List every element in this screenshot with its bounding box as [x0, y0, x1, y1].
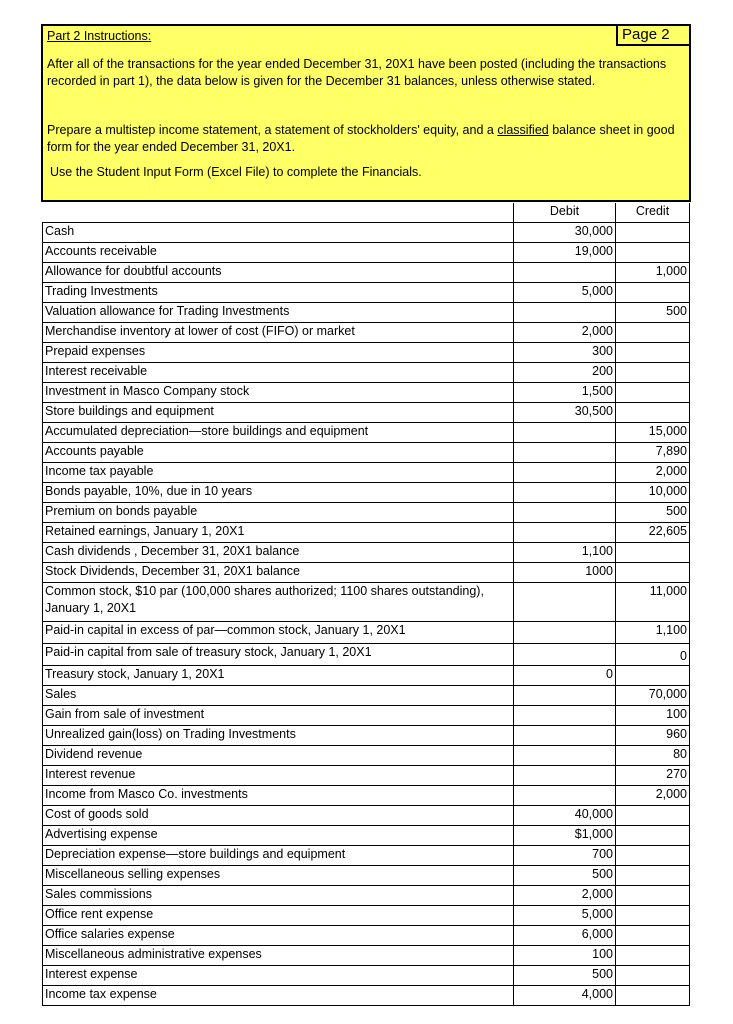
table-row — [43, 283, 690, 303]
account-name: Valuation allowance for Trading Investments — [43, 303, 514, 323]
account-name: Interest expense — [43, 966, 514, 986]
debit-amount: 2,000 — [514, 323, 616, 343]
table-row — [43, 926, 690, 946]
credit-amount: 500 — [616, 503, 690, 523]
table-header-row — [43, 203, 690, 223]
table-row — [43, 523, 690, 543]
credit-amount — [616, 926, 690, 946]
header-account-blank — [43, 203, 514, 223]
credit-amount — [616, 906, 690, 926]
debit-amount — [514, 726, 616, 746]
instructions-paragraph-1: After all of the transactions for the year ended December 31, 20X1 have been posted (including the transactions recorded in part 1), the data below is given for the December 31 balances, unless otherwise stated. — [47, 57, 667, 88]
debit-amount — [514, 706, 616, 726]
table-row — [43, 263, 690, 283]
credit-amount: 11,000 — [616, 583, 690, 622]
debit-amount — [514, 622, 616, 644]
table-row — [43, 666, 690, 686]
credit-amount: 80 — [616, 746, 690, 766]
credit-amount — [616, 886, 690, 906]
credit-amount: 10,000 — [616, 483, 690, 503]
account-name: Store buildings and equipment — [43, 403, 514, 423]
table-row — [43, 543, 690, 563]
debit-amount — [514, 583, 616, 622]
account-name: Merchandise inventory at lower of cost (FIFO) or market — [43, 323, 514, 343]
trial-balance-table — [42, 203, 690, 1006]
table-row — [43, 826, 690, 846]
credit-amount — [616, 403, 690, 423]
credit-amount — [616, 283, 690, 303]
table-row — [43, 906, 690, 926]
account-name: Bonds payable, 10%, due in 10 years — [43, 483, 514, 503]
table-row — [43, 886, 690, 906]
account-name: Cash — [43, 223, 514, 243]
credit-amount — [616, 383, 690, 403]
debit-amount: 30,500 — [514, 403, 616, 423]
table-row — [43, 223, 690, 243]
account-name: Accumulated depreciation—store buildings and equipment — [43, 423, 514, 443]
credit-amount — [616, 563, 690, 583]
credit-amount — [616, 363, 690, 383]
debit-amount: 1000 — [514, 563, 616, 583]
table-row — [43, 846, 690, 866]
debit-amount: 200 — [514, 363, 616, 383]
credit-amount — [616, 986, 690, 1006]
credit-amount — [616, 543, 690, 563]
page-label: Page 2 — [616, 24, 691, 46]
account-name: Prepaid expenses — [43, 343, 514, 363]
table-row — [43, 463, 690, 483]
paragraph-2-text: Prepare a multistep income statement, a statement of stockholders' equity, and a — [47, 123, 498, 137]
credit-amount — [616, 966, 690, 986]
account-name: Office salaries expense — [43, 926, 514, 946]
account-name: Interest revenue — [43, 766, 514, 786]
account-name: Miscellaneous administrative expenses — [43, 946, 514, 966]
debit-amount: 300 — [514, 343, 616, 363]
account-name: Income tax payable — [43, 463, 514, 483]
table-row — [43, 866, 690, 886]
account-name: Income from Masco Co. investments — [43, 786, 514, 806]
account-name: Unrealized gain(loss) on Trading Investments — [43, 726, 514, 746]
account-name: Investment in Masco Company stock — [43, 383, 514, 403]
credit-amount — [616, 826, 690, 846]
classified-emphasis: classified — [497, 123, 549, 137]
debit-amount — [514, 786, 616, 806]
table-row — [43, 966, 690, 986]
credit-amount: 2,000 — [616, 786, 690, 806]
debit-amount: 0 — [514, 666, 616, 686]
debit-amount: 100 — [514, 946, 616, 966]
account-name: Paid-in capital in excess of par—common stock, January 1, 20X1 — [43, 622, 514, 644]
debit-amount: $1,000 — [514, 826, 616, 846]
table-row — [43, 363, 690, 383]
debit-amount — [514, 463, 616, 483]
debit-amount — [514, 523, 616, 543]
account-name: Gain from sale of investment — [43, 706, 514, 726]
credit-amount: 100 — [616, 706, 690, 726]
credit-amount: 270 — [616, 766, 690, 786]
debit-amount — [514, 766, 616, 786]
credit-amount: 7,890 — [616, 443, 690, 463]
table-row — [43, 403, 690, 423]
account-name: Paid-in capital from sale of treasury stock, January 1, 20X1 — [43, 644, 514, 666]
debit-amount: 30,000 — [514, 223, 616, 243]
table-row — [43, 503, 690, 523]
paragraph-2-text-end: balance sheet in good form for the year ended December 31, 20X1. — [47, 123, 675, 154]
debit-amount: 1,500 — [514, 383, 616, 403]
credit-amount: 2,000 — [616, 463, 690, 483]
account-name: Sales commissions — [43, 886, 514, 906]
table-row — [43, 766, 690, 786]
credit-amount: 960 — [616, 726, 690, 746]
account-name: Sales — [43, 686, 514, 706]
credit-amount — [616, 806, 690, 826]
debit-amount — [514, 483, 616, 503]
credit-amount — [616, 866, 690, 886]
debit-amount: 500 — [514, 966, 616, 986]
account-name: Dividend revenue — [43, 746, 514, 766]
table-row — [43, 583, 690, 622]
instructions-paragraph-3: Use the Student Input Form (Excel File) to complete the Financials. — [50, 165, 422, 179]
table-row — [43, 806, 690, 826]
header-credit: Credit — [616, 203, 690, 223]
table-row — [43, 483, 690, 503]
instructions-paragraph-2 — [47, 122, 687, 155]
account-name: Stock Dividends, December 31, 20X1 balance — [43, 563, 514, 583]
table-row — [43, 706, 690, 726]
debit-amount — [514, 686, 616, 706]
debit-amount — [514, 746, 616, 766]
instructions-box — [41, 24, 691, 202]
account-name: Miscellaneous selling expenses — [43, 866, 514, 886]
account-name: Premium on bonds payable — [43, 503, 514, 523]
debit-amount — [514, 303, 616, 323]
credit-amount — [616, 323, 690, 343]
table-row — [43, 786, 690, 806]
account-name: Advertising expense — [43, 826, 514, 846]
debit-amount: 700 — [514, 846, 616, 866]
credit-amount — [616, 666, 690, 686]
account-name: Income tax expense — [43, 986, 514, 1006]
credit-amount — [616, 343, 690, 363]
debit-amount: 5,000 — [514, 283, 616, 303]
credit-amount — [616, 946, 690, 966]
account-name: Cost of goods sold — [43, 806, 514, 826]
table-row — [43, 383, 690, 403]
table-row — [43, 443, 690, 463]
account-name: Depreciation expense—store buildings and equipment — [43, 846, 514, 866]
credit-amount: 0 — [616, 644, 690, 666]
table-row — [43, 563, 690, 583]
table-row — [43, 243, 690, 263]
credit-amount: 1,000 — [616, 263, 690, 283]
table-row — [43, 686, 690, 706]
table-row — [43, 622, 690, 644]
account-name: Trading Investments — [43, 283, 514, 303]
debit-amount — [514, 263, 616, 283]
account-name: Accounts receivable — [43, 243, 514, 263]
table-row — [43, 343, 690, 363]
debit-amount: 4,000 — [514, 986, 616, 1006]
account-name: Interest receivable — [43, 363, 514, 383]
credit-amount — [616, 243, 690, 263]
debit-amount: 19,000 — [514, 243, 616, 263]
credit-amount: 15,000 — [616, 423, 690, 443]
debit-amount: 2,000 — [514, 886, 616, 906]
account-name: Common stock, $10 par (100,000 shares authorized; 1100 shares outstanding), January 1, 20X1 — [43, 583, 514, 622]
credit-amount: 22,605 — [616, 523, 690, 543]
account-name: Accounts payable — [43, 443, 514, 463]
debit-amount: 1,100 — [514, 543, 616, 563]
account-name: Allowance for doubtful accounts — [43, 263, 514, 283]
debit-amount — [514, 503, 616, 523]
instructions-title: Part 2 Instructions: — [47, 29, 152, 43]
table-row — [43, 644, 690, 666]
credit-amount — [616, 223, 690, 243]
table-row — [43, 423, 690, 443]
table-row — [43, 726, 690, 746]
credit-amount: 70,000 — [616, 686, 690, 706]
account-name: Treasury stock, January 1, 20X1 — [43, 666, 514, 686]
debit-amount: 500 — [514, 866, 616, 886]
table-row — [43, 323, 690, 343]
table-row — [43, 746, 690, 766]
table-row — [43, 946, 690, 966]
debit-amount — [514, 644, 616, 666]
account-name: Office rent expense — [43, 906, 514, 926]
credit-amount: 500 — [616, 303, 690, 323]
debit-amount — [514, 443, 616, 463]
debit-amount: 6,000 — [514, 926, 616, 946]
account-name: Retained earnings, January 1, 20X1 — [43, 523, 514, 543]
header-debit: Debit — [514, 203, 616, 223]
debit-amount: 40,000 — [514, 806, 616, 826]
debit-amount — [514, 423, 616, 443]
debit-amount: 5,000 — [514, 906, 616, 926]
credit-amount — [616, 846, 690, 866]
credit-amount: 1,100 — [616, 622, 690, 644]
account-name: Cash dividends , December 31, 20X1 balance — [43, 543, 514, 563]
table-row — [43, 303, 690, 323]
table-row — [43, 986, 690, 1006]
